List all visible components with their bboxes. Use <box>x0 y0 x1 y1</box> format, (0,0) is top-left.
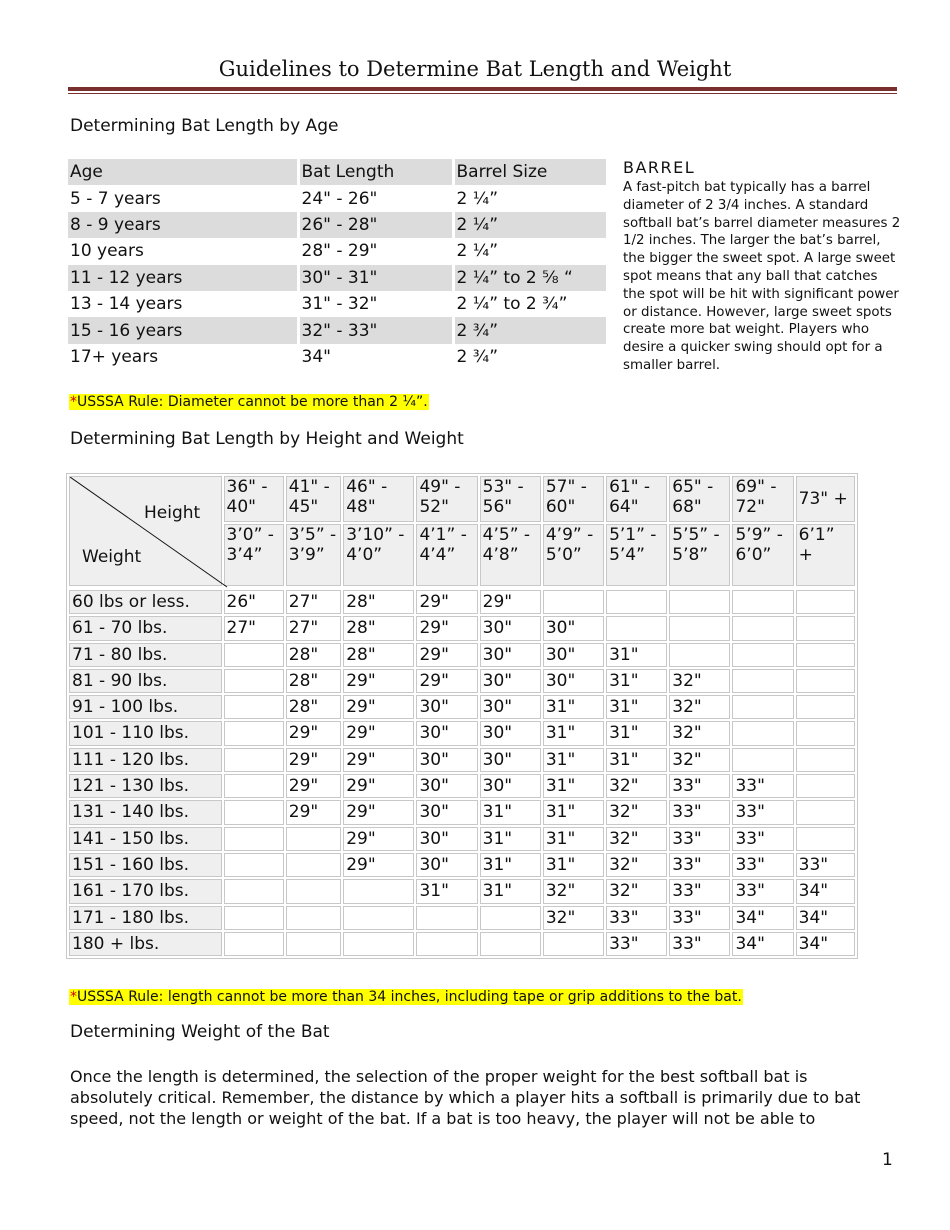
length-cell <box>796 774 855 798</box>
table-row <box>68 317 606 343</box>
length-cell: 30" <box>480 721 541 745</box>
length-cell: 33" <box>796 853 855 877</box>
length-cell: 27" <box>286 590 341 614</box>
table-cell: 24" - 26" <box>298 185 453 211</box>
table-row <box>68 265 606 291</box>
table-cell: 2 ¼” to 2 ⅝ “ <box>453 265 606 291</box>
table-cell: 30" - 31" <box>298 265 453 291</box>
length-cell <box>224 774 284 798</box>
length-cell <box>480 932 541 956</box>
height-feet-header: 4’5” - 4’8” <box>480 524 541 586</box>
weight-cell: 71 - 80 lbs. <box>69 643 222 667</box>
length-cell <box>796 827 855 851</box>
length-cell <box>669 590 730 614</box>
title-rule <box>68 87 897 94</box>
length-cell <box>224 695 284 719</box>
height-feet-header: 3’0” - 3’4” <box>224 524 284 586</box>
table-row <box>69 695 855 719</box>
table-cell: 26" - 28" <box>298 212 453 238</box>
length-cell: 29" <box>286 800 341 824</box>
weight-cell: 121 - 130 lbs. <box>69 774 222 798</box>
length-cell <box>543 590 604 614</box>
table-row <box>69 879 855 903</box>
length-cell <box>343 906 414 930</box>
length-cell: 29" <box>343 748 414 772</box>
weight-cell: 81 - 90 lbs. <box>69 669 222 693</box>
length-cell: 31" <box>543 721 604 745</box>
length-cell <box>224 853 284 877</box>
table-row <box>69 800 855 824</box>
section-heading-bat-weight: Determining Weight of the Bat <box>70 1022 330 1042</box>
length-cell: 30" <box>416 721 477 745</box>
height-inches-row <box>69 476 855 522</box>
length-cell <box>796 616 855 640</box>
table-row <box>69 616 855 640</box>
rule-star: * <box>70 394 77 410</box>
weight-cell: 161 - 170 lbs. <box>69 879 222 903</box>
length-cell: 30" <box>480 616 541 640</box>
length-cell: 32" <box>669 748 730 772</box>
table-cell: 13 - 14 years <box>68 291 298 317</box>
column-header: Age <box>68 159 298 185</box>
length-cell: 33" <box>732 827 793 851</box>
table-cell: 17+ years <box>68 344 298 370</box>
weight-cell: 111 - 120 lbs. <box>69 748 222 772</box>
length-cell: 33" <box>606 906 667 930</box>
weight-cell: 180 + lbs. <box>69 932 222 956</box>
weight-cell: 60 lbs or less. <box>69 590 222 614</box>
table-row <box>69 827 855 851</box>
length-cell: 30" <box>543 669 604 693</box>
length-cell: 31" <box>543 774 604 798</box>
table-row <box>68 185 606 211</box>
table-cell: 5 - 7 years <box>68 185 298 211</box>
length-cell: 31" <box>480 800 541 824</box>
length-cell <box>796 590 855 614</box>
length-cell <box>796 643 855 667</box>
length-cell: 30" <box>416 853 477 877</box>
weight-cell: 141 - 150 lbs. <box>69 827 222 851</box>
height-inches-header: 46" - 48" <box>343 476 414 522</box>
table-cell: 15 - 16 years <box>68 317 298 343</box>
length-cell <box>606 590 667 614</box>
section-heading-age: Determining Bat Length by Age <box>70 116 339 136</box>
length-cell: 33" <box>732 800 793 824</box>
height-feet-header: 3’5” - 3’9” <box>286 524 341 586</box>
length-cell: 28" <box>286 695 341 719</box>
length-rule-note <box>69 989 743 1005</box>
length-cell: 30" <box>416 695 477 719</box>
height-feet-header: 5’5” - 5’8” <box>669 524 730 586</box>
table-row <box>69 669 855 693</box>
length-cell: 29" <box>480 590 541 614</box>
table-cell: 10 years <box>68 238 298 264</box>
length-cell: 30" <box>480 695 541 719</box>
corner-weight-label: Weight <box>82 547 142 567</box>
length-cell: 32" <box>543 906 604 930</box>
length-cell: 31" <box>543 800 604 824</box>
table-cell: 2 ¼” <box>453 212 606 238</box>
table-row <box>69 748 855 772</box>
length-cell: 34" <box>796 906 855 930</box>
length-cell: 29" <box>286 774 341 798</box>
length-cell <box>343 879 414 903</box>
length-cell: 29" <box>343 695 414 719</box>
length-cell <box>286 827 341 851</box>
length-cell: 29" <box>343 800 414 824</box>
corner-height-label: Height <box>144 503 201 523</box>
length-cell: 31" <box>606 748 667 772</box>
length-cell: 27" <box>224 616 284 640</box>
length-cell: 31" <box>543 827 604 851</box>
barrel-heading: BARREL <box>623 158 696 177</box>
length-cell: 33" <box>669 774 730 798</box>
length-cell <box>286 853 341 877</box>
table-row <box>69 906 855 930</box>
height-weight-table <box>66 473 858 959</box>
length-cell <box>286 879 341 903</box>
length-cell <box>224 827 284 851</box>
table-cell: 2 ¾” <box>456 346 499 367</box>
table-row <box>69 932 855 956</box>
length-cell: 29" <box>416 590 477 614</box>
length-cell <box>480 906 541 930</box>
length-cell: 34" <box>796 932 855 956</box>
length-cell <box>224 879 284 903</box>
length-cell: 33" <box>732 853 793 877</box>
length-cell: 30" <box>543 616 604 640</box>
table-row <box>68 212 606 238</box>
height-inches-header: 53" - 56" <box>480 476 541 522</box>
length-cell <box>669 643 730 667</box>
table-cell: 28" - 29" <box>298 238 453 264</box>
weight-cell: 151 - 160 lbs. <box>69 853 222 877</box>
length-cell <box>732 721 793 745</box>
page-title: Guidelines to Determine Bat Length and Weight <box>218 57 732 81</box>
length-cell <box>224 932 284 956</box>
length-cell: 33" <box>669 853 730 877</box>
height-inches-header: 36" - 40" <box>224 476 284 522</box>
length-cell: 32" <box>543 879 604 903</box>
bat-weight-paragraph: Once the length is determined, the selection of the proper weight for the best softball bat is absolutely critical. Remember, the distance by which a player hits a softball is primarily due to bat speed, not the length or weight of the bat. If a bat is too heavy, the player will not be able to <box>70 1067 861 1128</box>
height-feet-header: 3’10” - 4’0” <box>343 524 414 586</box>
length-cell: 30" <box>480 748 541 772</box>
length-cell: 33" <box>669 879 730 903</box>
length-cell: 32" <box>606 774 667 798</box>
length-cell <box>286 932 341 956</box>
height-inches-header: 57" - 60" <box>543 476 604 522</box>
weight-cell: 131 - 140 lbs. <box>69 800 222 824</box>
height-feet-header: 5’1” - 5’4” <box>606 524 667 586</box>
length-cell <box>732 643 793 667</box>
length-cell: 32" <box>669 721 730 745</box>
length-cell <box>543 932 604 956</box>
length-cell: 32" <box>606 800 667 824</box>
length-cell: 28" <box>286 669 341 693</box>
height-inches-header: 69" - 72" <box>732 476 793 522</box>
length-cell: 30" <box>480 774 541 798</box>
length-cell: 30" <box>416 800 477 824</box>
length-cell <box>732 695 793 719</box>
table-cell: 8 - 9 years <box>68 212 298 238</box>
length-cell: 31" <box>480 853 541 877</box>
table-cell: 2 ¼” <box>456 241 499 262</box>
length-cell: 29" <box>286 721 341 745</box>
length-cell: 29" <box>343 853 414 877</box>
length-cell: 31" <box>606 669 667 693</box>
height-feet-header: 6’1” + <box>796 524 855 586</box>
table-cell: 34" <box>298 344 453 370</box>
corner-diagonal <box>70 477 231 589</box>
page-number: 1 <box>882 1150 893 1170</box>
length-cell <box>732 748 793 772</box>
length-cell <box>224 643 284 667</box>
length-cell: 29" <box>286 748 341 772</box>
weight-cell: 171 - 180 lbs. <box>69 906 222 930</box>
length-cell: 30" <box>416 827 477 851</box>
length-cell <box>732 590 793 614</box>
length-cell: 30" <box>416 774 477 798</box>
length-cell <box>224 669 284 693</box>
length-cell: 31" <box>480 879 541 903</box>
length-cell <box>796 669 855 693</box>
length-cell: 29" <box>416 643 477 667</box>
height-inches-header: 61" - 64" <box>606 476 667 522</box>
length-cell: 34" <box>732 906 793 930</box>
diameter-rule-note <box>69 394 429 410</box>
table-row <box>68 344 606 370</box>
table-row <box>69 643 855 667</box>
length-cell <box>669 616 730 640</box>
length-cell <box>796 695 855 719</box>
length-cell: 31" <box>543 853 604 877</box>
length-cell: 33" <box>669 800 730 824</box>
length-cell: 34" <box>732 932 793 956</box>
table-cell: 2 ¼” <box>456 188 499 209</box>
length-cell <box>416 932 477 956</box>
table-row <box>69 721 855 745</box>
height-feet-header: 5’9” - 6’0” <box>732 524 793 586</box>
length-cell: 31" <box>606 721 667 745</box>
length-cell <box>224 906 284 930</box>
length-cell <box>796 800 855 824</box>
rule-text: USSSA Rule: Diameter cannot be more than 2 ¼”. <box>77 394 428 410</box>
length-cell: 29" <box>343 774 414 798</box>
weight-cell: 91 - 100 lbs. <box>69 695 222 719</box>
length-cell: 27" <box>286 616 341 640</box>
rule-star: * <box>70 989 77 1005</box>
length-cell: 32" <box>606 853 667 877</box>
length-cell: 30" <box>416 748 477 772</box>
length-cell: 29" <box>343 669 414 693</box>
section-heading-height-weight: Determining Bat Length by Height and Weight <box>70 429 464 449</box>
barrel-description: A fast-pitch bat typically has a barrel diameter of 2 3/4 inches. A standard softball bat’s barrel diameter measures 2 1/2 inches. The larger the bat’s barrel, the bigger the sweet spot. A large sweet spot means that any ball that catches the spot will be hit with significant power or distance. However, large sweet spots create more bat weight. Players who desire a quicker swing should opt for a smaller barrel. <box>623 180 901 373</box>
table-cell: 31" - 32" <box>298 291 453 317</box>
length-cell <box>416 906 477 930</box>
length-cell: 31" <box>416 879 477 903</box>
height-inches-header: 49" - 52" <box>416 476 477 522</box>
length-cell: 33" <box>606 932 667 956</box>
length-cell: 28" <box>286 643 341 667</box>
length-cell: 33" <box>669 906 730 930</box>
length-cell: 29" <box>416 669 477 693</box>
length-cell: 30" <box>480 643 541 667</box>
length-cell: 28" <box>343 616 414 640</box>
weight-cell: 61 - 70 lbs. <box>69 616 222 640</box>
height-inches-header: 65" - 68" <box>669 476 730 522</box>
table-cell: 2 ¼” to 2 ¾” <box>456 294 568 315</box>
table-cell: 32" - 33" <box>298 317 453 343</box>
length-cell <box>224 748 284 772</box>
length-cell: 29" <box>343 827 414 851</box>
column-header: Bat Length <box>298 159 453 185</box>
age-table-header <box>68 159 606 185</box>
length-cell: 33" <box>669 827 730 851</box>
length-cell: 33" <box>732 879 793 903</box>
table-row <box>69 774 855 798</box>
rule-text: USSSA Rule: length cannot be more than 34 inches, including tape or grip additions to the bat. <box>77 989 742 1005</box>
age-table <box>68 159 606 370</box>
length-cell <box>224 800 284 824</box>
length-cell <box>732 616 793 640</box>
length-cell <box>343 932 414 956</box>
table-cell: 11 - 12 years <box>68 265 298 291</box>
length-cell: 31" <box>480 827 541 851</box>
length-cell: 34" <box>796 879 855 903</box>
height-feet-header: 4’9” - 5’0” <box>543 524 604 586</box>
length-cell: 32" <box>669 669 730 693</box>
height-feet-header: 4’1” - 4’4” <box>416 524 477 586</box>
corner-cell <box>69 476 222 586</box>
length-cell: 32" <box>669 695 730 719</box>
length-cell: 33" <box>732 774 793 798</box>
weight-cell: 101 - 110 lbs. <box>69 721 222 745</box>
length-cell <box>606 616 667 640</box>
length-cell: 31" <box>543 748 604 772</box>
table-row <box>69 590 855 614</box>
length-cell: 29" <box>343 721 414 745</box>
length-cell <box>286 906 341 930</box>
length-cell <box>224 721 284 745</box>
height-inches-header: 73" + <box>796 476 855 522</box>
length-cell: 26" <box>224 590 284 614</box>
height-inches-header: 41" - 45" <box>286 476 341 522</box>
table-row <box>68 291 606 317</box>
table-row <box>68 238 606 264</box>
length-cell: 30" <box>480 669 541 693</box>
table-row <box>69 853 855 877</box>
table-cell: 2 ¾” <box>453 317 606 343</box>
length-cell <box>796 721 855 745</box>
column-header: Barrel Size <box>453 159 606 185</box>
length-cell: 32" <box>606 879 667 903</box>
length-cell: 28" <box>343 643 414 667</box>
length-cell: 31" <box>543 695 604 719</box>
length-cell: 33" <box>669 932 730 956</box>
length-cell: 30" <box>543 643 604 667</box>
length-cell: 31" <box>606 695 667 719</box>
length-cell <box>732 669 793 693</box>
length-cell: 32" <box>606 827 667 851</box>
length-cell: 31" <box>606 643 667 667</box>
length-cell: 29" <box>416 616 477 640</box>
length-cell <box>796 748 855 772</box>
length-cell: 28" <box>343 590 414 614</box>
